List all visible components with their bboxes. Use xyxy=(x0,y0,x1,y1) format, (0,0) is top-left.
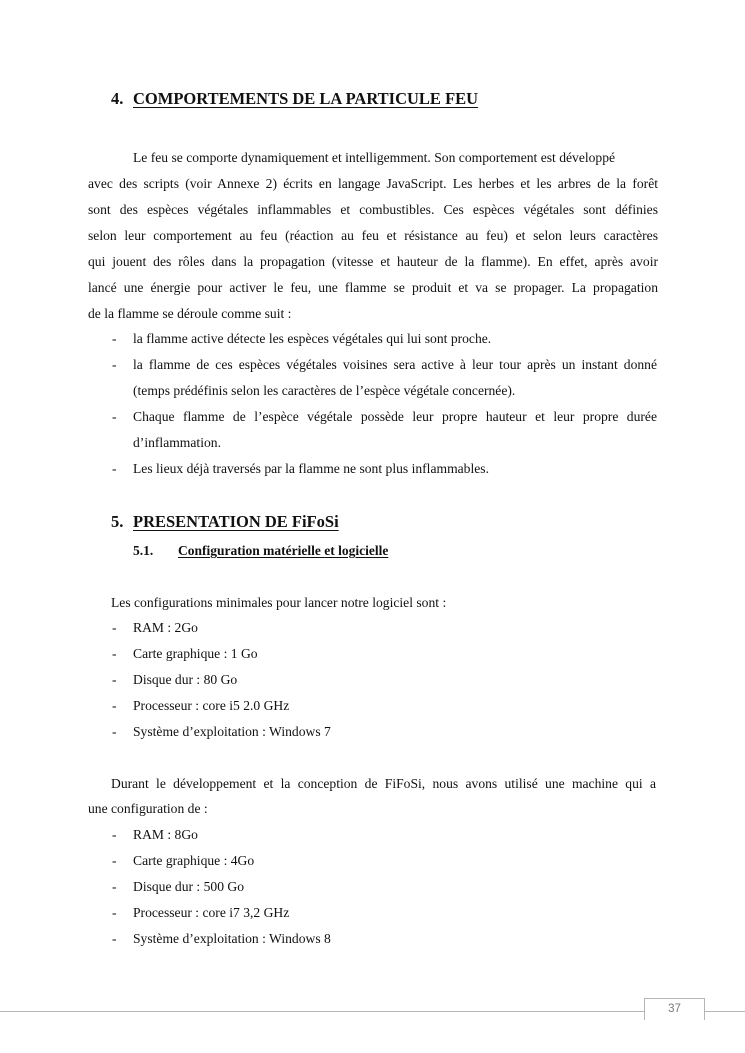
bullet-dash: - xyxy=(112,357,117,372)
bullet-dash: - xyxy=(112,646,117,661)
minimal-config-item: Carte graphique : 1 Go xyxy=(133,646,258,661)
bullet-item: la flamme de ces espèces végétales voisines sera active à leur tour après un instant donné xyxy=(133,357,657,372)
bullet-dash: - xyxy=(112,461,117,476)
minimal-config-item: Processeur : core i5 2.0 GHz xyxy=(133,698,290,713)
dev-config-item: RAM : 8Go xyxy=(133,827,198,842)
dev-config-item: Système d’exploitation : Windows 8 xyxy=(133,931,331,946)
subsection-5-1-heading xyxy=(133,543,388,559)
dev-config-intro-continuation: une configuration de : xyxy=(88,801,208,816)
section-5-number: 5. xyxy=(111,512,124,531)
section-4-heading xyxy=(111,89,478,109)
dev-config-item: Disque dur : 500 Go xyxy=(133,879,245,894)
bullet-dash: - xyxy=(112,931,117,946)
bullet-dash: - xyxy=(112,331,117,346)
bullet-item: la flamme active détecte les espèces végétales qui lui sont proche. xyxy=(133,331,492,346)
paragraph-line: selon leur comportement au feu (réaction au feu et résistance au feu) et selon leurs caractères xyxy=(88,228,658,243)
bullet-dash: - xyxy=(112,409,117,424)
bullet-item: Chaque flamme de l’espèce végétale possède leur propre hauteur et leur propre durée xyxy=(133,409,657,424)
section-5-title: PRESENTATION DE FiFoSi xyxy=(133,512,339,531)
minimal-config-item: Disque dur : 80 Go xyxy=(133,672,238,687)
minimal-config-item: RAM : 2Go xyxy=(133,620,198,635)
minimal-config-intro: Les configurations minimales pour lancer notre logiciel sont : xyxy=(111,595,447,610)
paragraph-line: lancé une énergie pour activer le feu, une flamme se produit et va se propager. La propagation xyxy=(88,280,658,295)
footer-rule-right xyxy=(705,1011,745,1012)
bullet-dash: - xyxy=(112,879,117,894)
bullet-item-continuation: d’inflammation. xyxy=(133,435,221,450)
paragraph-line: avec des scripts (voir Annexe 2) écrits en langage JavaScript. Les herbes et les arbres de la forêt xyxy=(88,176,658,191)
section-4-number: 4. xyxy=(111,89,124,108)
dev-config-item: Processeur : core i7 3,2 GHz xyxy=(133,905,290,920)
section-5-heading xyxy=(111,512,339,532)
bullet-dash: - xyxy=(112,698,117,713)
paragraph-line: sont des espèces végétales inflammables et combustibles. Ces espèces végétales sont définies xyxy=(88,202,658,217)
subsection-5-1-title: Configuration matérielle et logicielle xyxy=(178,543,389,558)
page-number: 37 xyxy=(668,1003,681,1015)
bullet-dash: - xyxy=(112,827,117,842)
bullet-dash: - xyxy=(112,724,117,739)
bullet-dash: - xyxy=(112,905,117,920)
bullet-dash: - xyxy=(112,672,117,687)
dev-config-intro: Durant le développement et la conception de FiFoSi, nous avons utilisé une machine qui a xyxy=(111,776,656,791)
subsection-5-1-number: 5.1. xyxy=(133,543,154,558)
dev-config-item: Carte graphique : 4Go xyxy=(133,853,255,868)
bullet-dash: - xyxy=(112,853,117,868)
bullet-item: Les lieux déjà traversés par la flamme ne sont plus inflammables. xyxy=(133,461,489,476)
paragraph-line: de la flamme se déroule comme suit : xyxy=(88,306,292,321)
bullet-dash: - xyxy=(112,620,117,635)
paragraph-line: qui jouent des rôles dans la propagation (vitesse et hauteur de la flamme). En effet, après avoir xyxy=(88,254,658,269)
minimal-config-item: Système d’exploitation : Windows 7 xyxy=(133,724,331,739)
bullet-item-continuation: (temps prédéfinis selon les caractères de l’espèce végétale concernée). xyxy=(133,383,516,398)
paragraph-line: Le feu se comporte dynamiquement et intelligemment. Son comportement est développé xyxy=(133,150,616,165)
footer-rule-left xyxy=(0,1011,644,1012)
section-4-title: COMPORTEMENTS DE LA PARTICULE FEU xyxy=(133,89,479,108)
page-number-box xyxy=(644,998,705,1020)
